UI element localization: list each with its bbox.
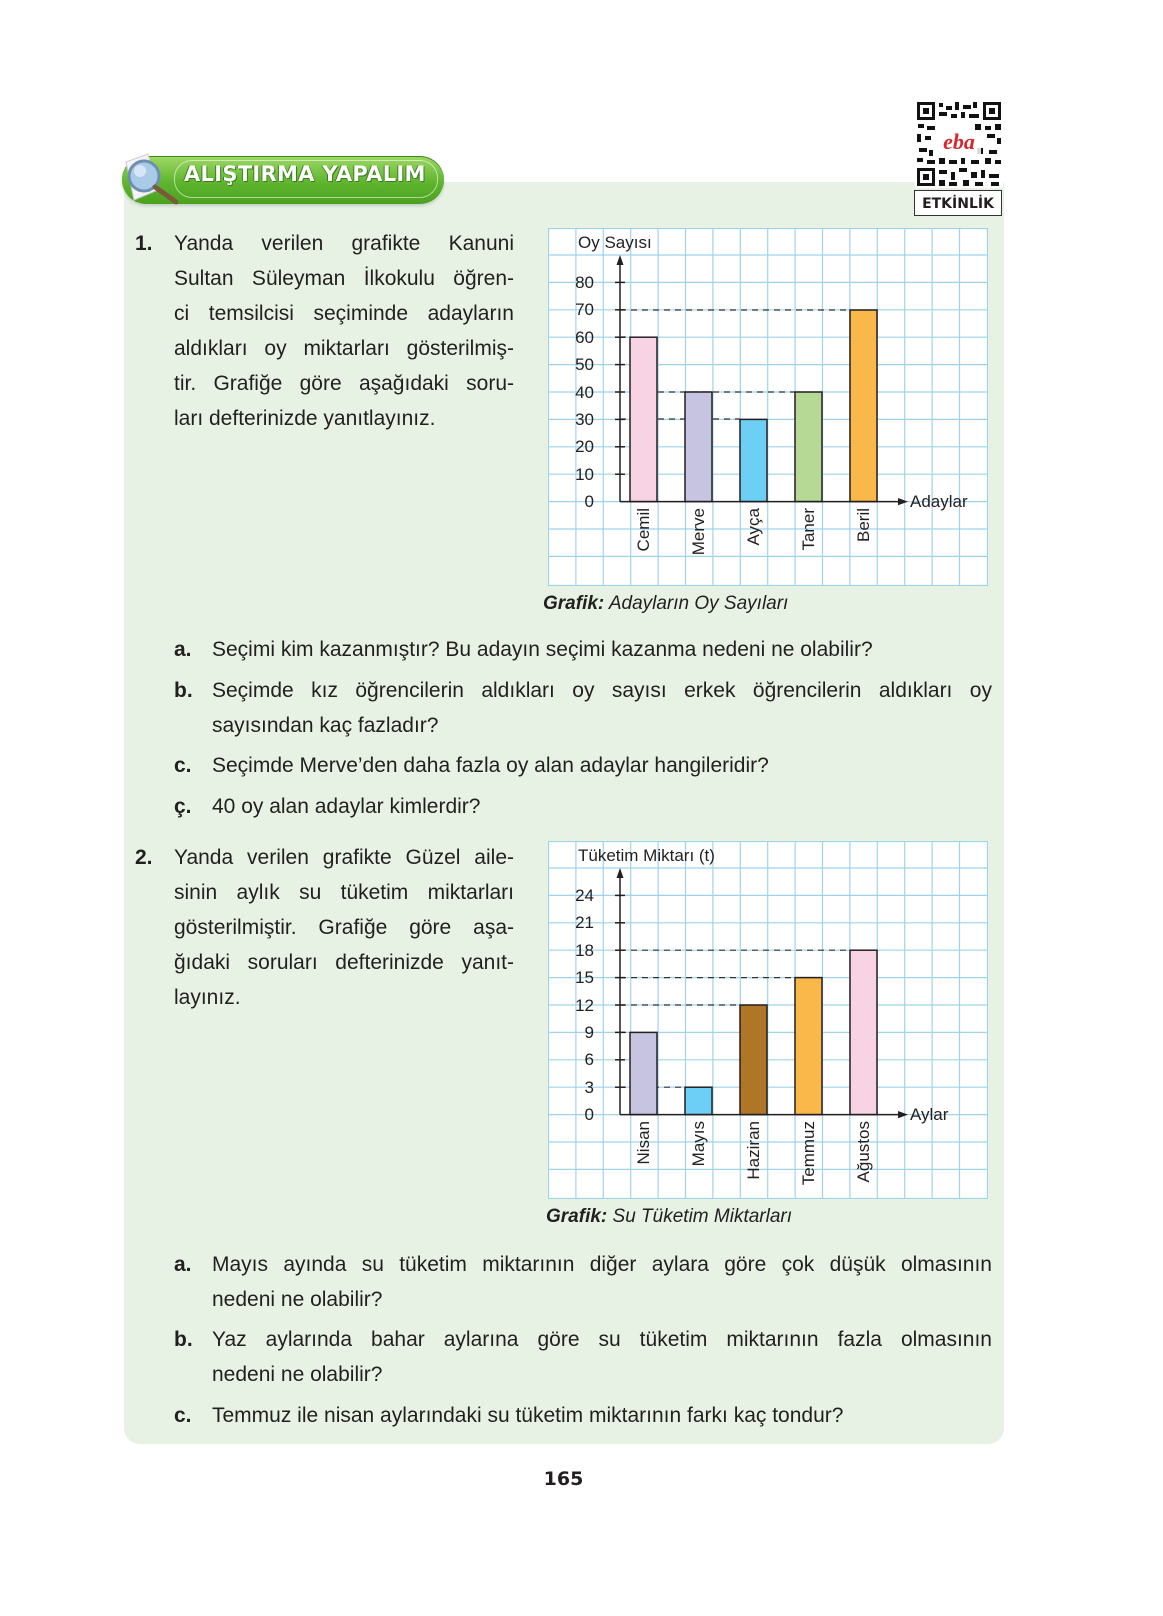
- svg-text:50: 50: [575, 355, 594, 374]
- chart-2-caption: Grafik: Su Tüketim Miktarları: [546, 1206, 793, 1227]
- svg-text:20: 20: [575, 437, 594, 456]
- chart-1-caption: Grafik: Adayların Oy Sayıları: [543, 593, 789, 614]
- bar-nisan: [630, 1032, 657, 1114]
- magnifier-icon: [118, 150, 188, 210]
- svg-text:24: 24: [575, 886, 594, 905]
- svg-text:0: 0: [584, 1105, 594, 1124]
- bar-mayis: [685, 1087, 712, 1114]
- water-consumption-chart: [548, 841, 988, 1199]
- y-axis-label: Oy Sayısı: [578, 233, 652, 252]
- vote-count-chart: [548, 228, 988, 586]
- bar-agustos: [850, 950, 877, 1114]
- bar-beril: [850, 310, 877, 502]
- question-2-text: Yanda verilen grafikte Güzel aile- sinin aylık su tüketim miktarları gösterilmiştir. Grafiğe göre aşa- ğıdaki soruları defterinizde yanıt- layınız.: [174, 846, 514, 1009]
- svg-text:Taner: Taner: [799, 508, 818, 551]
- svg-text:18: 18: [575, 941, 594, 960]
- question-1-number: 1.: [135, 232, 153, 255]
- svg-text:Haziran: Haziran: [744, 1121, 763, 1180]
- svg-text:3: 3: [584, 1078, 594, 1097]
- svg-text:Ağustos: Ağustos: [854, 1121, 873, 1183]
- svg-text:Cemil: Cemil: [634, 508, 653, 552]
- svg-text:30: 30: [575, 410, 594, 429]
- x-axis-label: Adaylar: [910, 492, 968, 511]
- svg-text:40: 40: [575, 383, 594, 402]
- question-2-number: 2.: [135, 846, 153, 869]
- y-axis-label: Tüketim Miktarı (t): [578, 846, 715, 865]
- svg-text:12: 12: [575, 996, 594, 1015]
- svg-text:80: 80: [575, 273, 594, 292]
- svg-text:6: 6: [584, 1050, 594, 1069]
- bar-cemil: [630, 337, 657, 501]
- x-axis-label: Aylar: [910, 1105, 949, 1124]
- svg-text:Merve: Merve: [689, 508, 708, 556]
- svg-text:21: 21: [575, 913, 594, 932]
- bar-taner: [795, 392, 822, 502]
- svg-text:70: 70: [575, 300, 594, 319]
- exercise-title: ALIŞTIRMA YAPALIM: [184, 162, 426, 186]
- svg-text:Beril: Beril: [854, 508, 873, 543]
- svg-text:eba: eba: [943, 129, 975, 154]
- bar-temmuz: [795, 978, 822, 1115]
- qr-code-icon: [915, 100, 1003, 188]
- svg-text:Nisan: Nisan: [634, 1121, 653, 1165]
- svg-text:60: 60: [575, 328, 594, 347]
- bar-merve: [685, 392, 712, 502]
- svg-text:Temmuz: Temmuz: [799, 1121, 818, 1186]
- page-number: 165: [543, 1468, 584, 1490]
- svg-text:9: 9: [584, 1023, 594, 1042]
- svg-text:15: 15: [575, 968, 594, 987]
- svg-text:0: 0: [584, 492, 594, 511]
- bar-haziran: [740, 1005, 767, 1115]
- bar-ayca: [740, 419, 767, 501]
- svg-text:Ayça: Ayça: [744, 508, 763, 546]
- svg-text:10: 10: [575, 465, 594, 484]
- svg-text:Mayıs: Mayıs: [689, 1121, 708, 1167]
- etkinlik-label: ETKİNLİK: [914, 190, 1002, 216]
- question-1-text: Yanda verilen grafikte Kanuni Sultan Süleyman İlkokulu öğren- ci temsilcisi seçiminde adayların aldıkları oy miktarları gösterilmiş- tir. Grafiğe göre aşağıdaki soru- ları defterinizde yanıtlayınız.: [174, 232, 514, 430]
